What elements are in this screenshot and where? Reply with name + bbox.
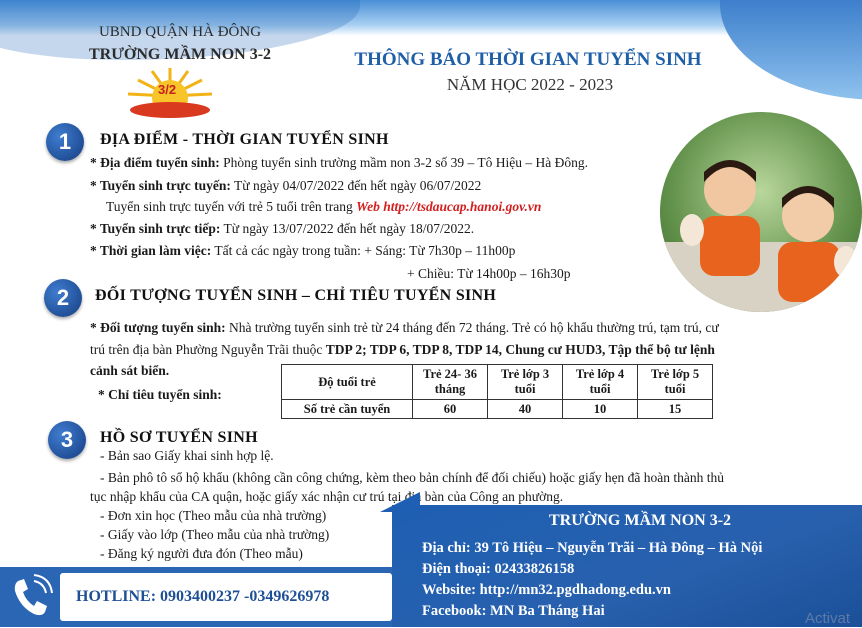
contact-phone: Điện thoại: 02433826158	[422, 561, 575, 577]
section-3-heading: HỒ SƠ TUYỂN SINH	[100, 429, 258, 446]
hours-label: * Thời gian làm việc:	[90, 243, 212, 258]
target-line2: trú trên địa bàn Phường Nguyễn Trãi thuộc	[90, 342, 326, 357]
quota-value-row	[282, 400, 713, 419]
contact-address: Địa chỉ: 39 Tô Hiệu – Nguyễn Trãi – Hà Đông – Hà Nội	[422, 540, 763, 556]
logo-text: 3/2	[158, 82, 177, 97]
online-line	[90, 178, 481, 194]
target-line-1	[90, 320, 719, 336]
contact-website[interactable]: Website: http://mn32.pgdhadong.edu.vn	[422, 582, 671, 598]
doc-item-1: - Bản sao Giấy khai sinh hợp lệ.	[100, 448, 274, 463]
hours-afternoon: + Chiều: Từ 14h00p – 16h30p	[407, 266, 571, 281]
school-year: NĂM HỌC 2022 - 2023	[446, 75, 614, 94]
hours-line	[90, 243, 515, 259]
target-line-2	[90, 342, 715, 358]
school-name: TRƯỜNG MẦM NON 3-2	[88, 46, 272, 63]
target-label: * Đối tượng tuyển sinh:	[90, 320, 226, 335]
value-4y: 10	[563, 400, 638, 419]
children-photo	[660, 112, 862, 312]
doc-item-2: - Bản phô tô sổ hộ khẩu (không cần công chứng, kèm theo bản chính để đối chiếu) hoặc giấy hẹn đã hoàn thành thủ	[100, 470, 725, 485]
header-4y: Trẻ lớp 4 tuổi	[563, 365, 638, 400]
doc-item-3: - Đơn xin học (Theo mẫu của nhà trường)	[100, 508, 327, 523]
quota-table	[281, 364, 713, 419]
section-2-number: 2	[44, 279, 82, 317]
value-24-36: 60	[413, 400, 488, 419]
contact-title: TRƯỜNG MẦM NON 3-2	[548, 512, 732, 529]
location-line	[90, 155, 588, 171]
doc-item-4: - Giấy vào lớp (Theo mẫu của nhà trường)	[100, 527, 330, 542]
header-24-36: Trẻ 24- 36 tháng	[413, 365, 488, 400]
phone-icon	[6, 571, 56, 623]
direct-value: Từ ngày 13/07/2022 đến hết ngày 18/07/2022.	[220, 221, 475, 236]
row-label: Số trẻ cần tuyển	[282, 400, 413, 419]
web-link[interactable]: Web http://tsdaucap.hanoi.gov.vn	[356, 199, 542, 214]
value-5y: 15	[638, 400, 713, 419]
activation-watermark: Activat	[805, 610, 851, 627]
school-logo	[122, 66, 218, 118]
target-value: Nhà trường tuyển sinh trẻ từ 24 tháng đến 72 tháng. Trẻ có hộ khẩu thường trú, tạm trú, cư	[225, 320, 719, 335]
section-1-heading: ĐỊA ĐIỂM - THỜI GIAN TUYỂN SINH	[100, 131, 389, 148]
online-note-line	[106, 199, 541, 215]
target-bold: TDP 2; TDP 6, TDP 8, TDP 14, Chung cư HUD3, Tập thể bộ tư lệnh	[325, 342, 715, 357]
online-note: Tuyển sinh trực tuyến với trẻ 5 tuổi trên trang	[106, 199, 357, 214]
quota-label: * Chỉ tiêu tuyển sinh:	[98, 387, 222, 402]
section-2-heading: ĐỐI TƯỢNG TUYỂN SINH – CHỈ TIÊU TUYỂN SINH	[95, 287, 497, 304]
page-title: THÔNG BÁO THỜI GIAN TUYỂN SINH	[354, 49, 702, 70]
hours-value: Tất cả các ngày trong tuần: + Sáng: Từ 7h30p – 11h00p	[211, 243, 516, 258]
header-3y: Trẻ lớp 3 tuổi	[488, 365, 563, 400]
quota-header-row	[282, 365, 713, 400]
doc-item-2-cont: tục nhập khẩu của CA quận, hoặc giấy xác nhận cư trú tại địa bàn của Công an phường.	[90, 489, 564, 504]
direct-line	[90, 221, 474, 237]
header-age: Độ tuổi trẻ	[282, 365, 413, 400]
direct-label: * Tuyển sinh trực tiếp:	[90, 221, 221, 236]
section-1-number: 1	[46, 123, 84, 161]
doc-item-5: - Đăng ký người đưa đón (Theo mẫu)	[100, 546, 303, 561]
district-name: UBND QUẬN HÀ ĐÔNG	[98, 24, 262, 40]
hotline-text[interactable]: HOTLINE: 0903400237 -0349626978	[76, 588, 330, 605]
value-3y: 40	[488, 400, 563, 419]
top-right-wave	[720, 0, 862, 100]
online-value: Từ ngày 04/07/2022 đến hết ngày 06/07/2022	[230, 178, 482, 193]
header-5y: Trẻ lớp 5 tuổi	[638, 365, 713, 400]
contact-facebook[interactable]: Facebook: MN Ba Tháng Hai	[422, 603, 605, 619]
target-line-3: cảnh sát biển.	[90, 363, 170, 378]
section-3-number: 3	[48, 421, 86, 459]
location-label: * Địa điểm tuyển sinh:	[90, 155, 220, 170]
location-value: Phòng tuyển sinh trường mầm non 3-2 số 39 – Tô Hiệu – Hà Đông.	[219, 155, 588, 170]
online-label: * Tuyển sinh trực tuyến:	[90, 178, 231, 193]
